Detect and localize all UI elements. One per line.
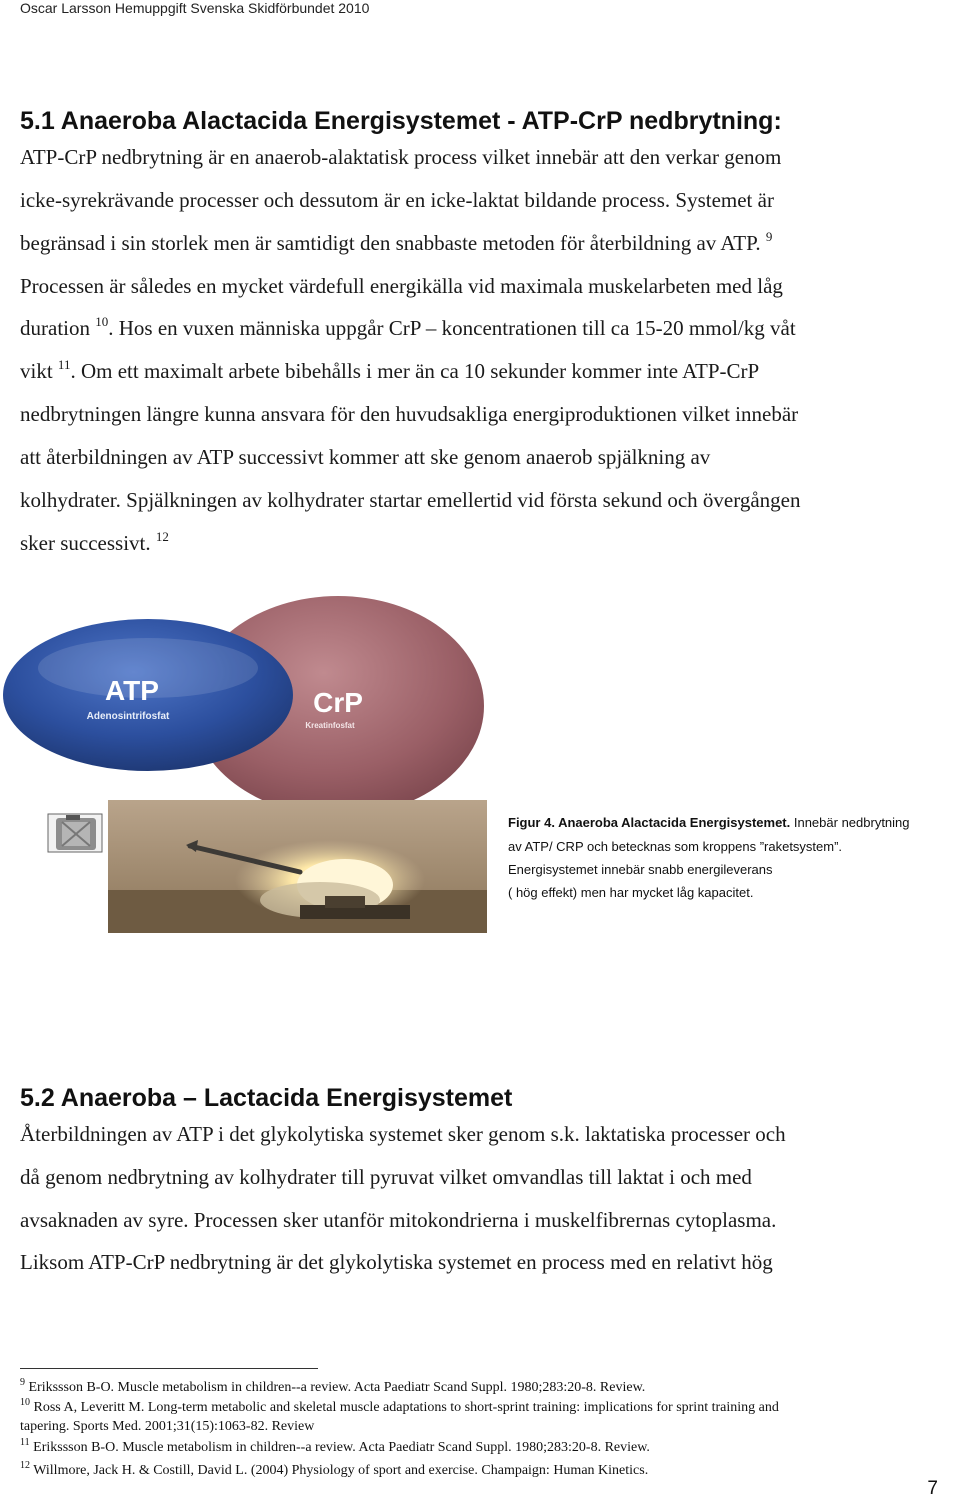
body-line: Återbildningen av ATP i det glykolytiska systemet sker genom s.k. laktatiska processer och — [20, 1122, 786, 1146]
page-number: 7 — [927, 1478, 938, 1499]
running-header: Oscar Larsson Hemuppgift Svenska Skidförbundet 2010 — [20, 0, 370, 16]
figure-caption-line: av ATP/ CRP och betecknas som kroppens ”raketsystem”. — [508, 839, 843, 854]
body-line: sker successivt. $^{12}$ — [20, 529, 169, 555]
body-line: ATP-CrP nedbrytning är en anaerob-alaktatisk process vilket innebär att den verkar genom — [20, 145, 782, 169]
figure-caption-line: ( hög effekt) men har mycket låg kapacitet. — [508, 885, 754, 900]
fuel-canister-icon — [48, 814, 102, 852]
footnote: $^9$ Erikssson B-O. Muscle metabolism in children--a review. Acta Paediatr Scand Suppl. 1980;283:20-8. Review. — [20, 1377, 646, 1395]
body-line: duration $^{10}$. Hos en vuxen människa uppgår CrP – koncentrationen till ca 15-20 mmol/kg våt — [20, 314, 796, 340]
crp-label: CrP — [313, 687, 363, 718]
footnote-ref[interactable]: 9 — [765, 229, 773, 244]
body-line: Processen är således en mycket värdefull energikälla vid maximala muskelarbeten med låg — [20, 274, 783, 298]
rocket-launch-image — [108, 800, 487, 933]
body-line: avsaknaden av syre. Processen sker utanför mitokondrierna i muskelfibrernas cytoplasma. — [20, 1208, 777, 1232]
figure-caption-line: Energisystemet innebär snabb energileverans — [508, 862, 773, 877]
footnote-divider — [20, 1368, 318, 1369]
body-line: icke-syrekrävande processer och dessutom är en icke-laktat bildande process. Systemet är — [20, 188, 774, 212]
footnote: $^{11}$ Erikssson B-O. Muscle metabolism in children--a review. Acta Paediatr Scand Suppl. 1980;283:20-8. Review. — [20, 1437, 650, 1455]
section-heading-5-2: 5.2 Anaeroba – Lactacida Energisystemet — [20, 1084, 513, 1112]
body-line: Liksom ATP-CrP nedbrytning är det glykolytiska systemet en process med en relativt hög — [20, 1250, 773, 1274]
footnote: tapering. Sports Med. 2001;31(15):1063-82. Review — [20, 1419, 315, 1434]
body-line: nedbrytningen längre kunna ansvara för den huvudsakliga energiproduktionen vilket innebär — [20, 402, 799, 426]
body-line: vikt $^{11}$. Om ett maximalt arbete bibehålls i mer än ca 10 sekunder kommer inte ATP-CrP — [20, 357, 760, 383]
body-line: begränsad i sin storlek men är samtidigt den snabbaste metoden för återbildning av ATP. $^9$ — [20, 229, 773, 255]
figure-caption: Figur 4. Anaeroba Alactacida Energisystemet. Innebär nedbrytning — [508, 815, 910, 830]
atp-sublabel: Adenosintrifosfat — [86, 711, 170, 722]
crp-sublabel: Kreatinfosfat — [305, 721, 355, 730]
footnote: $^{12}$ Willmore, Jack H. & Costill, David L. (2004) Physiology of sport and exercise. Champaign: Human Kinetics. — [20, 1460, 649, 1478]
body-line: att återbildningen av ATP successivt kommer att ske genom anaerob spjälkning av — [20, 445, 711, 469]
footnote-ref[interactable]: 12 — [155, 529, 169, 544]
atp-label: ATP — [105, 675, 159, 706]
body-line: kolhydrater. Spjälkningen av kolhydrater startar emellertid vid första sekund och övergången — [20, 488, 801, 512]
body-line: då genom nedbrytning av kolhydrater till pyruvat vilket omvandlas till laktat i och med — [20, 1165, 752, 1189]
footnote-ref[interactable]: 10 — [95, 314, 109, 329]
section-heading-5-1: 5.1 Anaeroba Alactacida Energisystemet - ATP-CrP nedbrytning: — [20, 107, 782, 135]
footnote-ref[interactable]: 11 — [57, 357, 71, 372]
footnote: $^{10}$ Ross A, Leveritt M. Long-term metabolic and skeletal muscle adaptations to short-sprint training: implications for sprint training and — [20, 1397, 779, 1415]
